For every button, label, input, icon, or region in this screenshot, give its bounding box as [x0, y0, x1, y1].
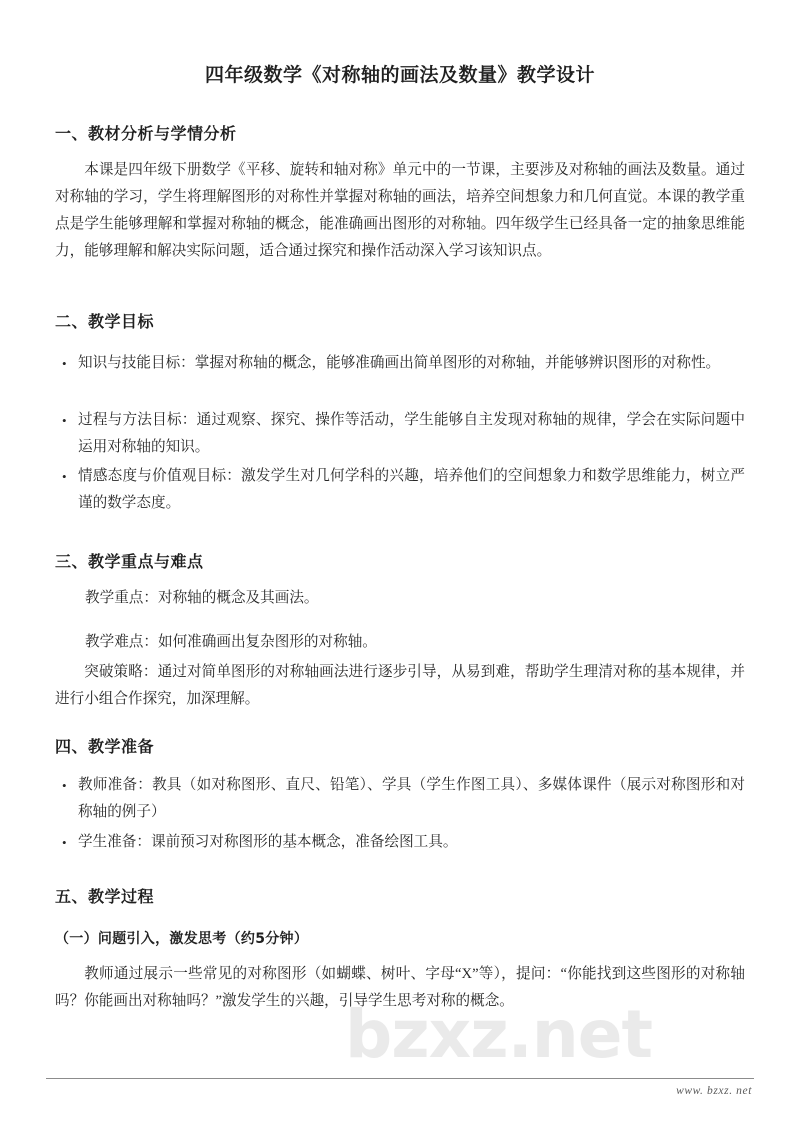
section-heading-3: 三、教学重点与难点 [55, 552, 204, 571]
list-item: • 学生准备：课前预习对称图形的基本概念，准备绘图工具。 [60, 829, 745, 856]
footer-url: www. bzxz. net [676, 1085, 752, 1097]
section-3-key-point: 教学重点：对称轴的概念及其画法。 [85, 590, 319, 606]
section-5-paragraph: 教师通过展示一些常见的对称图形（如蝴蝶、树叶、字母“X”等），提问：“你能找到这些图形的对称轴吗？你能画出对称轴吗？”激发学生的兴趣，引导学生思考对称的概念。 [55, 966, 745, 1009]
list-item: • 情感态度与价值观目标：激发学生对几何学科的兴趣，培养他们的空间想象力和数学思维能力，树立严谨的数学态度。 [60, 463, 745, 517]
section-3-strategy: 突破策略：通过对简单图形的对称轴画法进行逐步引导，从易到难，帮助学生理清对称的基本规律，并进行小组合作探究，加深理解。 [55, 664, 745, 707]
section-1-paragraph: 本课是四年级下册数学《平移、旋转和轴对称》单元中的一节课，主要涉及对称轴的画法及数量。通过对称轴的学习，学生将理解图形的对称性并掌握对称轴的画法，培养空间想象力和几何直觉。本课的教学重点是学生能够理解和掌握对称轴的概念，能准确画出图形的对称轴。四年级学生已经具备一定的抽象思维能力，能够理解和解决实际问题，适合通过探究和操作活动深入学习该知识点。 [55, 162, 745, 259]
section-heading-1: 一、教材分析与学情分析 [55, 124, 237, 143]
list-item: • 教师准备：教具（如对称图形、直尺、铅笔）、学具（学生作图工具）、多媒体课件（展示对称图形和对称轴的例子） [60, 772, 745, 826]
list-item: • 知识与技能目标：掌握对称轴的概念，能够准确画出简单图形的对称轴，并能够辨识图形的对称性。 [60, 350, 745, 377]
page-title: 四年级数学《对称轴的画法及数量》教学设计 [204, 64, 595, 86]
section-heading-4: 四、教学准备 [55, 737, 155, 756]
list-item: • 过程与方法目标：通过观察、探究、操作等活动，学生能够自主发现对称轴的规律，学会在实际问题中运用对称轴的知识。 [60, 407, 745, 461]
section-5-subheading: （一）问题引入，激发思考（约5分钟） [55, 931, 309, 947]
section-heading-2: 二、教学目标 [55, 312, 155, 331]
section-3-difficulty: 教学难点：如何准确画出复杂图形的对称轴。 [85, 634, 377, 650]
watermark-bzxz: bzxz.net [345, 996, 653, 1073]
section-heading-5: 五、教学过程 [55, 887, 155, 906]
footer-divider [46, 1078, 754, 1079]
